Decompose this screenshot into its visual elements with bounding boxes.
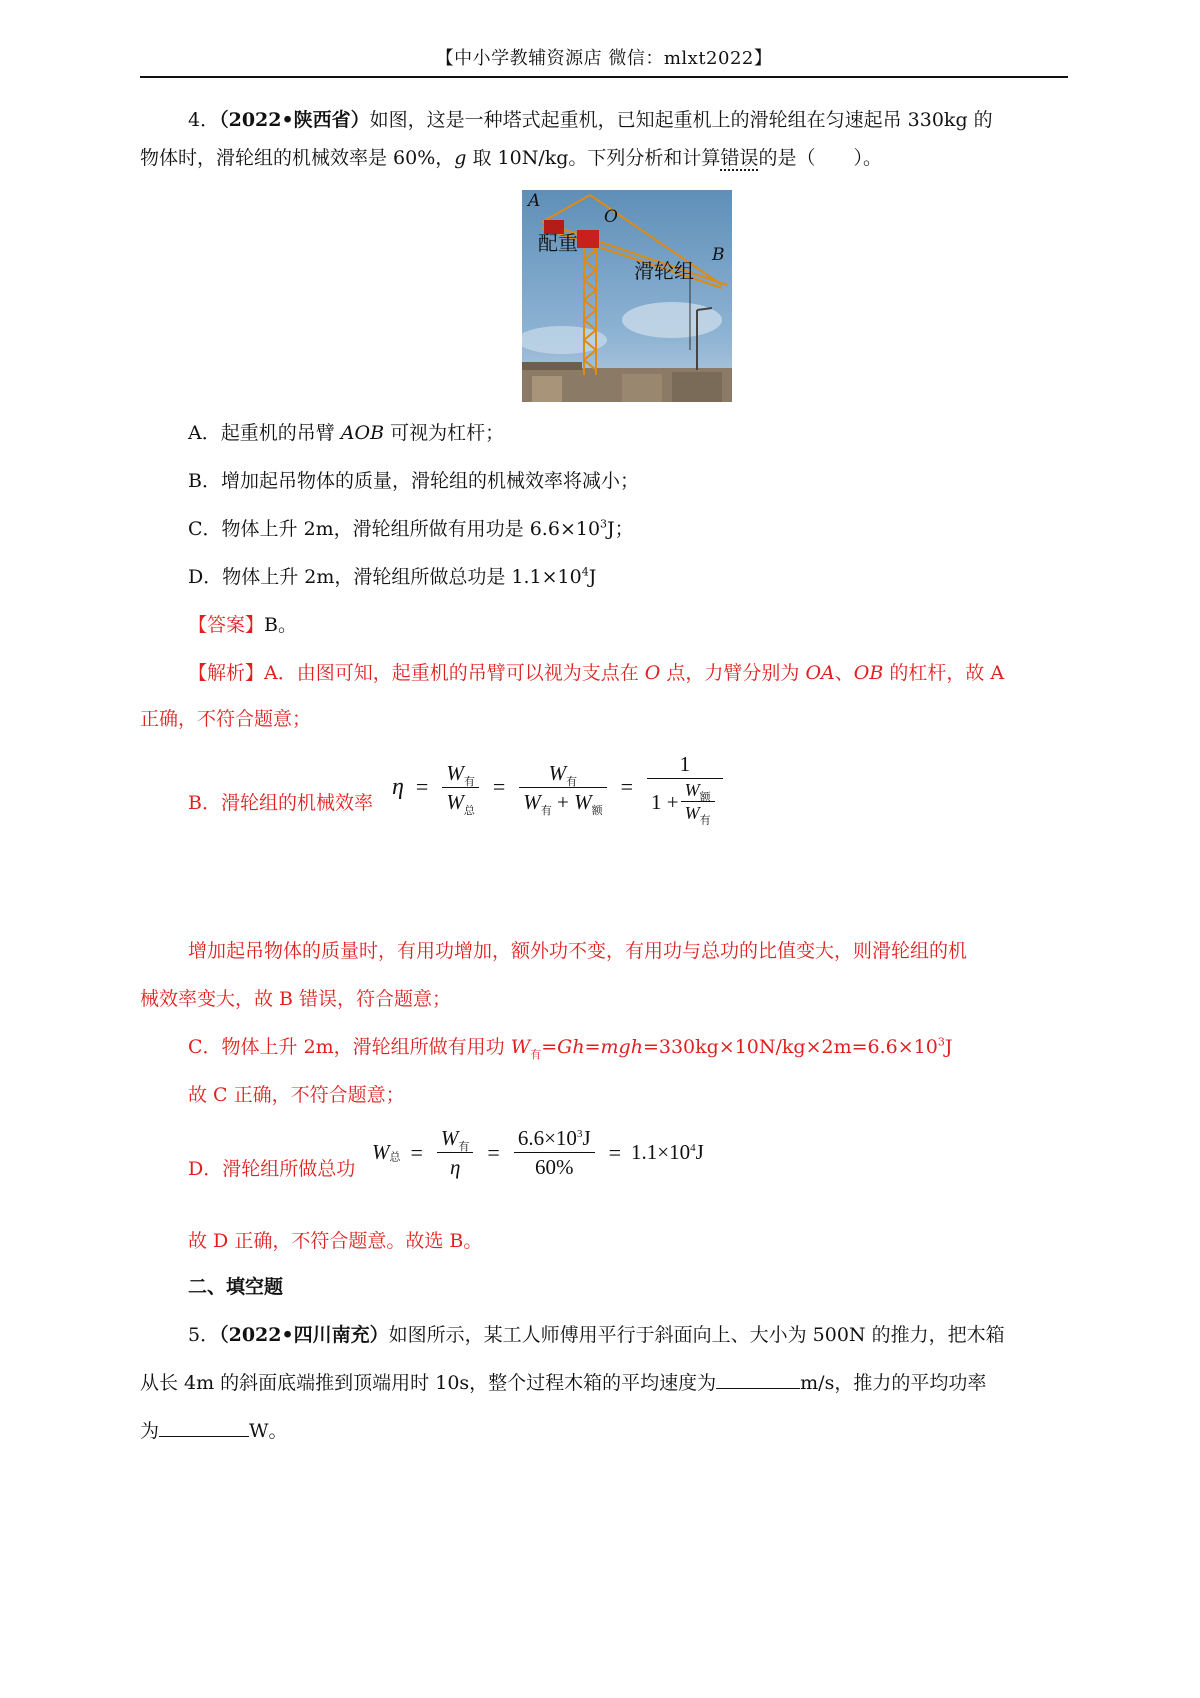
- w-sym: W: [523, 789, 541, 814]
- q4-option-d-unit: J: [588, 566, 597, 588]
- q5-blank-speed[interactable]: [716, 1370, 800, 1389]
- analysis-a-sep: 、: [834, 662, 854, 684]
- w-sub: 有: [566, 775, 578, 788]
- answer-value: B。: [264, 614, 297, 636]
- w-sub: 额: [591, 804, 603, 817]
- analysis-b-para1: 增加起吊物体的质量时，有用功增加，额外功不变，有用功与总功的比值变大，则滑轮组的机: [188, 940, 968, 962]
- analysis-d-label: D．滑轮组所做总功: [188, 1158, 356, 1180]
- formula-b-eq2: =: [492, 774, 506, 799]
- q4-option-c-unit: J；: [607, 518, 634, 540]
- w-sym: W: [684, 803, 700, 823]
- q4-option-b: B．增加起吊物体的质量，滑轮组的机械效率将减小；: [188, 470, 639, 492]
- answer-line: [188, 612, 297, 638]
- analysis-a-line1: [188, 660, 1004, 686]
- result-exp: 4: [690, 1142, 696, 1154]
- q5-text2a: 从长 4m 的斜面底端推到顶端用时 10s，整个过程木箱的平均速度为: [140, 1372, 717, 1394]
- q5-number: 5．: [188, 1324, 220, 1346]
- formula-b-eq1: =: [415, 774, 429, 799]
- w-sym: W: [446, 760, 464, 785]
- analysis-c-exp: 3: [937, 1035, 945, 1049]
- q4-option-a-text: A．起重机的吊臂: [188, 422, 341, 444]
- den-value: 60%: [534, 1155, 574, 1179]
- formula-d-frac1: [437, 1124, 474, 1181]
- formula-b-frac1: [442, 759, 479, 816]
- analysis-d-conclusion: 故 D 正确，不符合题意。故选 B。: [188, 1230, 483, 1252]
- w-sym: W: [446, 789, 464, 814]
- crane-photo: [522, 190, 732, 402]
- crane-label-counterweight: 配重: [538, 231, 578, 255]
- num-unit: J: [582, 1126, 591, 1150]
- q4-option-a-var: AOB: [340, 422, 385, 444]
- formula-d-eq3: =: [608, 1139, 622, 1165]
- analysis-c-sub: 有: [530, 1047, 542, 1061]
- formula-d-eq1: =: [410, 1139, 423, 1165]
- analysis-c-calc: =330kg×10N/kg×2m=6.6×10: [642, 1036, 938, 1058]
- w-sub: 额: [699, 791, 711, 804]
- result-value: 1.1×10: [631, 1140, 691, 1164]
- q4-option-c-text: C．物体上升 2m，滑轮组所做有用功是 6.6×10: [188, 518, 601, 540]
- crane-label-o: O: [604, 207, 618, 227]
- q4-option-d: [188, 564, 596, 590]
- w-sym: W: [574, 789, 592, 814]
- q5-text2b: m/s，推力的平均功率: [800, 1372, 987, 1394]
- q4-option-a: [188, 420, 504, 446]
- header-rule: [140, 76, 1068, 78]
- analysis-c-text: C．物体上升 2m，滑轮组所做有用功: [188, 1036, 511, 1058]
- one: 1: [651, 789, 662, 814]
- total-work-formula: [372, 1124, 704, 1181]
- analysis-a-text2: 点，力臂分别为: [660, 662, 806, 684]
- q5-line3: [140, 1418, 288, 1444]
- q4-source: （2022•陕西省）: [219, 109, 370, 131]
- q4-stem-text2a: 物体时，滑轮组的机械效率是 60%，: [140, 147, 455, 169]
- w-sub: 总: [463, 804, 475, 817]
- analysis-c-w: W: [510, 1036, 531, 1058]
- analysis-a-o: O: [644, 662, 661, 684]
- formula-d-frac2: [514, 1124, 595, 1181]
- crane-label-pulley: 滑轮组: [634, 259, 694, 283]
- formula-d-eq2: =: [487, 1139, 500, 1165]
- q5-blank-power[interactable]: [159, 1418, 249, 1437]
- q4-stem-line2: [140, 145, 882, 171]
- answer-tag: 【答案】: [188, 614, 265, 636]
- q4-option-d-exp: 4: [581, 565, 589, 579]
- eta-symbol: η: [449, 1155, 461, 1179]
- w-sub: 有: [463, 775, 475, 788]
- q4-stem-text1: 如图，这是一种塔式起重机，已知起重机上的滑轮组在匀速起吊 330kg 的: [369, 109, 993, 131]
- q4-emphasis: 错误: [720, 147, 759, 169]
- analysis-c-conclusion: 故 C 正确，不符合题意；: [188, 1084, 405, 1106]
- crane-figure: [522, 190, 732, 402]
- q5-line2: [140, 1370, 986, 1396]
- analysis-b-para2: 械效率变大，故 B 错误，符合题意；: [140, 988, 452, 1010]
- crane-label-b: B: [712, 245, 725, 265]
- formula-b-inner-frac: [681, 779, 715, 827]
- result-unit: J: [695, 1140, 704, 1164]
- w-sym: W: [548, 760, 567, 785]
- q4-stem-text2c: 的是（ ）。: [758, 147, 882, 169]
- analysis-a-ob: OB: [853, 662, 884, 684]
- q4-option-a-end: 可视为杠杆；: [384, 422, 505, 444]
- w-sub: 总: [389, 1151, 401, 1164]
- q4-option-c: [188, 516, 634, 542]
- q5-text3a: 为: [140, 1420, 160, 1442]
- formula-b-frac2: [519, 759, 606, 816]
- analysis-c-unit: J: [944, 1036, 953, 1058]
- w-sub: 有: [540, 804, 552, 817]
- section-title: 二、填空题: [188, 1276, 284, 1298]
- q4-stem-line1: [188, 107, 993, 133]
- q5-line1: [188, 1322, 1005, 1348]
- w-sym: W: [440, 1126, 459, 1150]
- analysis-b-label: B．滑轮组的机械效率: [188, 792, 373, 814]
- plus-sign: +: [666, 789, 679, 814]
- formula-b-eq3: =: [620, 774, 634, 799]
- q4-option-c-exp: 3: [600, 517, 608, 531]
- page-header: 【中小学教辅资源店 微信：mlxt2022】: [435, 48, 773, 69]
- analysis-tag: 【解析】: [188, 662, 265, 684]
- num-value: 6.6×10: [517, 1126, 577, 1150]
- analysis-a-text1: A．由图可知，起重机的吊臂可以视为支点在: [264, 662, 645, 684]
- q4-g: g: [454, 147, 467, 169]
- analysis-c-line: [188, 1034, 952, 1060]
- efficiency-formula: [392, 750, 727, 827]
- q5-text3b: W。: [249, 1420, 288, 1442]
- analysis-a-line2: 正确，不符合题意；: [140, 708, 312, 730]
- w-sym: W: [372, 1140, 390, 1164]
- q4-stem-text2b: 取 10N/kg。下列分析和计算: [466, 147, 721, 169]
- num-exp: 3: [576, 1128, 583, 1140]
- w-sub: 有: [458, 1141, 470, 1154]
- q4-option-d-text: D．物体上升 2m，滑轮组所做总功是 1.1×10: [188, 566, 582, 588]
- w-sub: 有: [699, 814, 711, 827]
- one: 1: [679, 752, 691, 776]
- q5-text1: 如图所示，某工人师傅用平行于斜面向上、大小为 500N 的推力，把木箱: [388, 1324, 1005, 1346]
- w-sym: W: [684, 780, 700, 800]
- analysis-c-eq: =Gh=mgh: [541, 1036, 643, 1058]
- q4-number: 4．: [188, 109, 220, 131]
- q5-source: （2022•四川南充）: [219, 1324, 389, 1346]
- analysis-a-text3: 的杠杆，故 A: [883, 662, 1005, 684]
- formula-b-frac3: [647, 750, 723, 827]
- plus-sign: +: [557, 789, 569, 814]
- analysis-a-oa: OA: [805, 662, 835, 684]
- eta-symbol: η: [392, 773, 404, 800]
- crane-label-a: A: [528, 191, 541, 211]
